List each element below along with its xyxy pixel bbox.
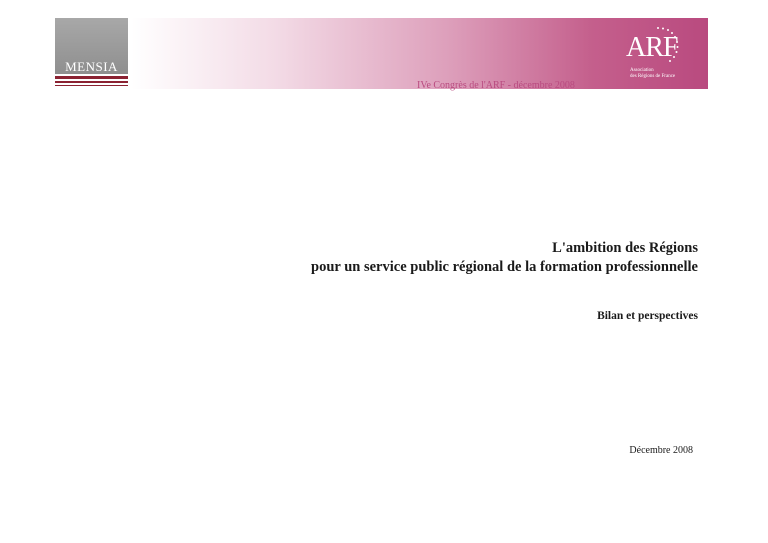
page-title [311,239,698,277]
page-subtitle: Bilan et perspectives [597,310,698,322]
mensia-stripe-1 [55,76,128,79]
document-date: Décembre 2008 [629,445,693,456]
title-line-2: pour un service public régional de la formation professionnelle [311,259,698,275]
arf-logo-text: ARF [626,32,678,63]
mensia-stripe-3 [55,85,128,86]
arf-logo-subtitle-line2: des Régions de France [630,74,676,79]
mensia-stripe-2 [55,81,128,83]
arf-logo-subtitle-line1: Association [630,68,654,73]
arf-logo-subtitle [630,68,675,80]
mensia-logo [55,18,128,88]
mensia-logo-text: MENSIA [65,59,118,74]
header-banner [131,18,708,89]
congress-caption: IVe Congrès de l'ARF - décembre 2008 [417,80,575,91]
arf-logo [610,24,700,84]
title-line-1: L'ambition des Régions [552,240,698,256]
